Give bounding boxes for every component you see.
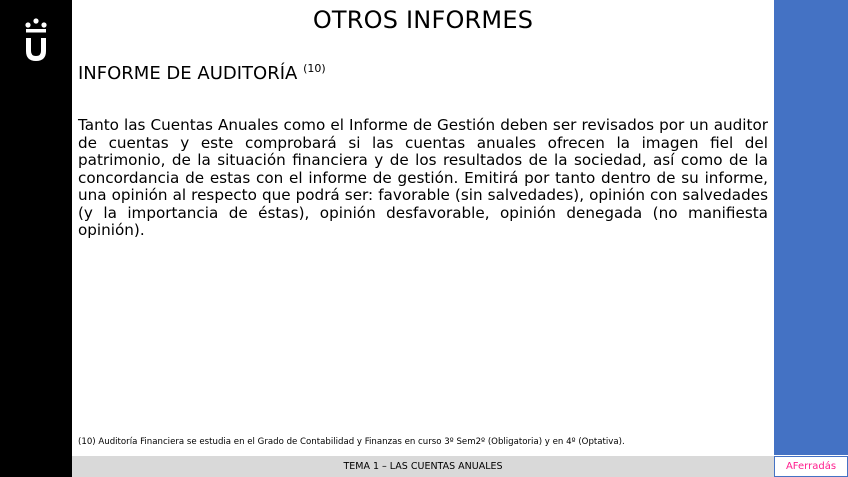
footer-bar (72, 456, 774, 477)
footnote-reference: (10) (303, 62, 326, 75)
footer-title: TEMA 1 – LAS CUENTAS ANUALES (343, 461, 503, 472)
right-accent-bar (774, 0, 848, 455)
author-label: AFerradás (774, 456, 848, 477)
body-paragraph: Tanto las Cuentas Anuales como el Informe de Gestión deben ser revisados por un auditor de cuentas y este comprobará si las cuentas anuales ofrecen la imagen fiel del patrimonio, de la situación financiera y de los resultados de la sociedad, así como de la concordancia de estas con el informe de gestión. Emitirá por tanto dentro de su informe, una opinión al respecto que podrá ser: favorable (sin salvedades), opinión con salvedades (y la importancia de éstas), opinión desfavorable, opinión denegada (no manifiesta opinión). (78, 116, 768, 239)
left-sidebar (0, 0, 72, 477)
section-heading (78, 62, 326, 84)
section-heading-text: INFORME DE AUDITORÍA (78, 63, 298, 84)
university-logo-icon (23, 18, 49, 62)
footnote: (10) Auditoría Financiera se estudia en el Grado de Contabilidad y Finanzas en curso 3º Sem2º (Obligatoria) y en 4º (Optativa). (78, 437, 625, 447)
slide-title: OTROS INFORMES (312, 6, 534, 34)
